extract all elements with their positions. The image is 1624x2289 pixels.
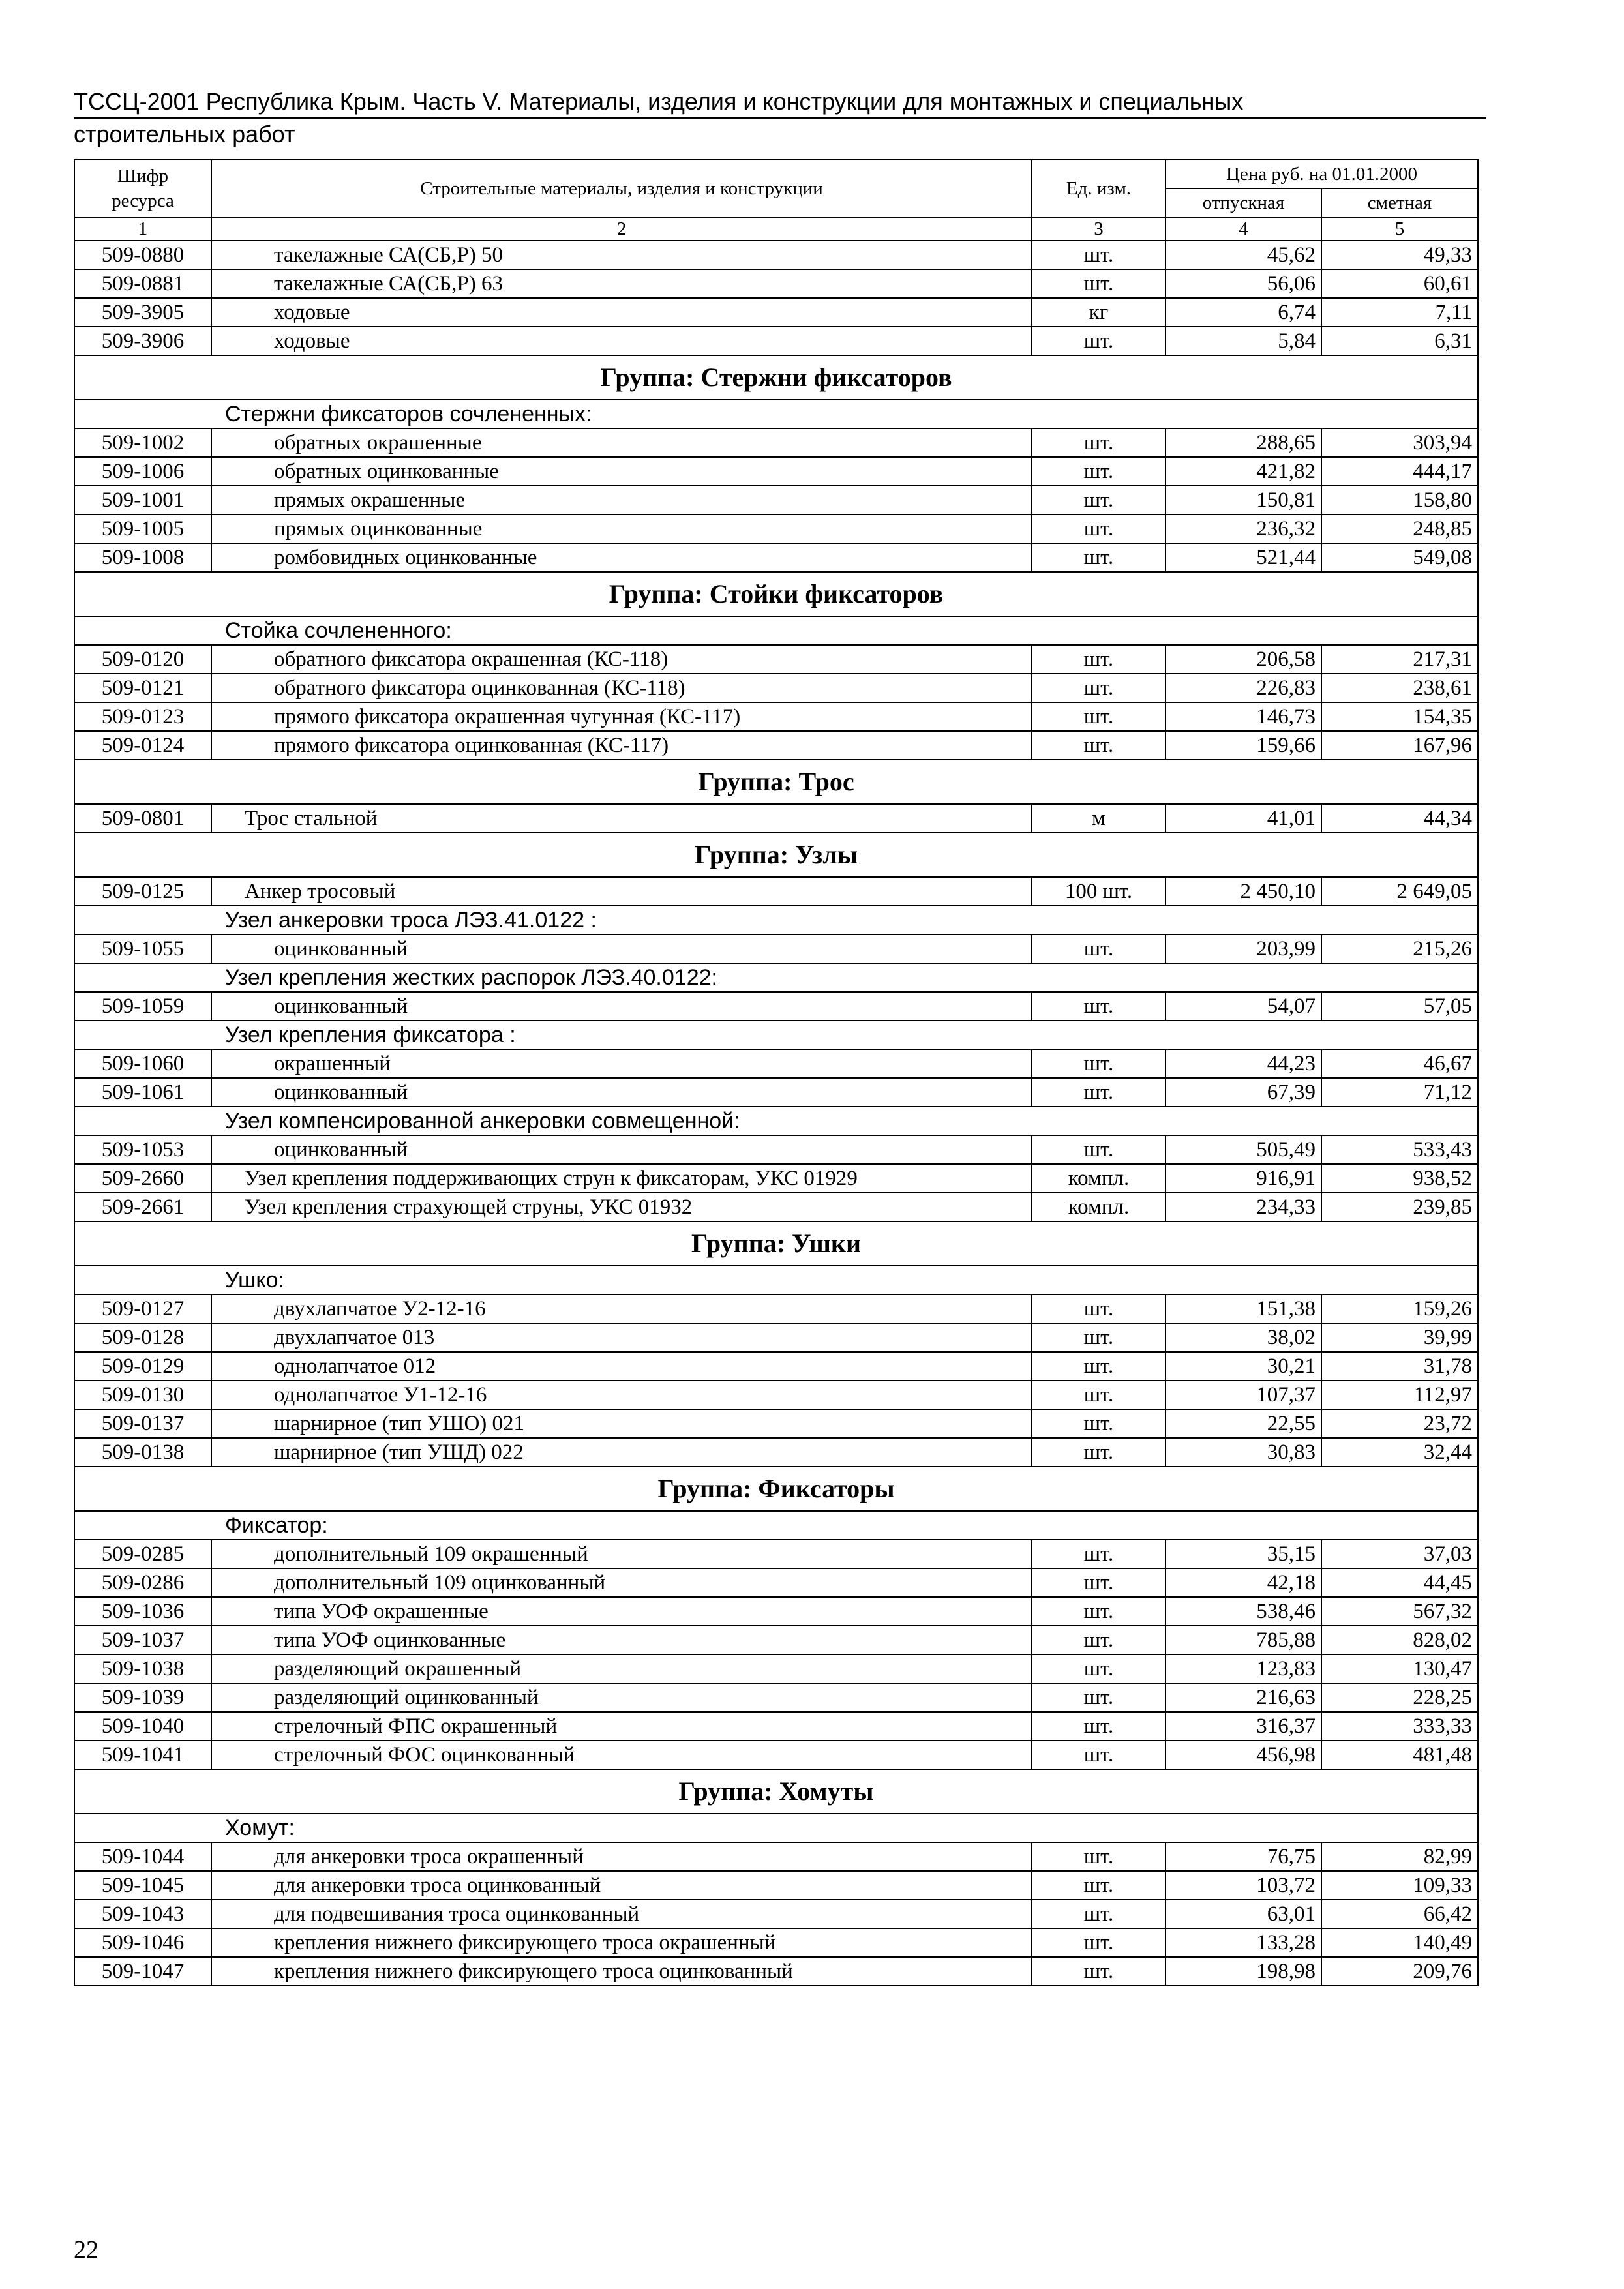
estimate-price: 248,85 bbox=[1321, 515, 1478, 543]
material-name: оцинкованный bbox=[211, 935, 1032, 963]
table-row bbox=[74, 804, 1478, 833]
table-row bbox=[74, 1294, 1478, 1323]
resource-code: 509-1036 bbox=[74, 1597, 211, 1626]
unit: шт. bbox=[1032, 1568, 1165, 1597]
estimate-price: 167,96 bbox=[1321, 731, 1478, 760]
estimate-price: 39,99 bbox=[1321, 1323, 1478, 1352]
table-row bbox=[74, 877, 1478, 906]
table-row bbox=[74, 515, 1478, 543]
unit: компл. bbox=[1032, 1193, 1165, 1221]
subgroup-row bbox=[74, 1266, 1478, 1294]
release-price: 30,83 bbox=[1165, 1438, 1321, 1467]
estimate-price: 533,43 bbox=[1321, 1135, 1478, 1164]
table-row bbox=[74, 1323, 1478, 1352]
estimate-price: 938,52 bbox=[1321, 1164, 1478, 1193]
subgroup-row bbox=[74, 400, 1478, 428]
subgroup-title: Узел анкеровки троса ЛЭЗ.41.0122 : bbox=[74, 906, 1478, 935]
estimate-price: 60,61 bbox=[1321, 269, 1478, 298]
table-row bbox=[74, 1928, 1478, 1957]
release-price: 206,58 bbox=[1165, 645, 1321, 674]
material-name: ходовые bbox=[211, 298, 1032, 327]
unit: шт. bbox=[1032, 1540, 1165, 1568]
estimate-price: 46,67 bbox=[1321, 1049, 1478, 1078]
material-name: прямого фиксатора оцинкованная (КС-117) bbox=[211, 731, 1032, 760]
resource-code: 509-1047 bbox=[74, 1957, 211, 1986]
resource-code: 509-0801 bbox=[74, 804, 211, 833]
release-price: 216,63 bbox=[1165, 1683, 1321, 1712]
resource-code: 509-1044 bbox=[74, 1842, 211, 1871]
material-name: оцинкованный bbox=[211, 1078, 1032, 1107]
material-name: такелажные СА(СБ,Р) 50 bbox=[211, 241, 1032, 269]
group-header-row bbox=[74, 833, 1478, 877]
estimate-price: 158,80 bbox=[1321, 486, 1478, 515]
col-name-header: Строительные материалы, изделия и конструкции bbox=[211, 160, 1032, 217]
col-unit-header: Ед. изм. bbox=[1032, 160, 1165, 217]
estimate-price: 71,12 bbox=[1321, 1078, 1478, 1107]
subgroup-title: Узел крепления жестких распорок ЛЭЗ.40.0122: bbox=[74, 963, 1478, 992]
material-name: стрелочный ФПС окрашенный bbox=[211, 1712, 1032, 1741]
table-row bbox=[74, 457, 1478, 486]
table-header bbox=[74, 160, 1478, 241]
col-num-2: 2 bbox=[211, 217, 1032, 241]
estimate-price: 444,17 bbox=[1321, 457, 1478, 486]
table-row bbox=[74, 1352, 1478, 1381]
unit: шт. bbox=[1032, 1352, 1165, 1381]
release-price: 159,66 bbox=[1165, 731, 1321, 760]
unit: шт. bbox=[1032, 1294, 1165, 1323]
material-name: для анкеровки троса оцинкованный bbox=[211, 1871, 1032, 1900]
unit: шт. bbox=[1032, 1842, 1165, 1871]
subgroup-row bbox=[74, 1814, 1478, 1842]
release-price: 2 450,10 bbox=[1165, 877, 1321, 906]
material-name: однолапчатое 012 bbox=[211, 1352, 1032, 1381]
group-title: Группа: Хомуты bbox=[74, 1769, 1478, 1814]
resource-code: 509-3905 bbox=[74, 298, 211, 327]
material-name: для анкеровки троса окрашенный bbox=[211, 1842, 1032, 1871]
table-row bbox=[74, 543, 1478, 572]
estimate-price: 481,48 bbox=[1321, 1741, 1478, 1769]
table-row bbox=[74, 327, 1478, 355]
resource-code: 509-0125 bbox=[74, 877, 211, 906]
estimate-price: 32,44 bbox=[1321, 1438, 1478, 1467]
unit: шт. bbox=[1032, 269, 1165, 298]
table-row bbox=[74, 1741, 1478, 1769]
estimate-price: 567,32 bbox=[1321, 1597, 1478, 1626]
unit: шт. bbox=[1032, 457, 1165, 486]
subgroup-row bbox=[74, 906, 1478, 935]
resource-code: 509-1002 bbox=[74, 428, 211, 457]
estimate-price: 215,26 bbox=[1321, 935, 1478, 963]
subgroup-title: Ушко: bbox=[74, 1266, 1478, 1294]
release-price: 203,99 bbox=[1165, 935, 1321, 963]
material-name: Узел крепления поддерживающих струн к фиксаторам, УКС 01929 bbox=[211, 1164, 1032, 1193]
release-price: 56,06 bbox=[1165, 269, 1321, 298]
release-price: 150,81 bbox=[1165, 486, 1321, 515]
unit: компл. bbox=[1032, 1164, 1165, 1193]
material-name: двухлапчатое 013 bbox=[211, 1323, 1032, 1352]
unit: шт. bbox=[1032, 702, 1165, 731]
resource-code: 509-1005 bbox=[74, 515, 211, 543]
material-name: оцинкованный bbox=[211, 992, 1032, 1021]
group-header-row bbox=[74, 572, 1478, 616]
table-row bbox=[74, 1683, 1478, 1712]
unit: шт. bbox=[1032, 1597, 1165, 1626]
subgroup-row bbox=[74, 1107, 1478, 1135]
unit: шт. bbox=[1032, 674, 1165, 702]
material-name: для подвешивания троса оцинкованный bbox=[211, 1900, 1032, 1928]
subgroup-row bbox=[74, 963, 1478, 992]
table-row bbox=[74, 428, 1478, 457]
resource-code: 509-0137 bbox=[74, 1409, 211, 1438]
resource-code: 509-1043 bbox=[74, 1900, 211, 1928]
release-price: 103,72 bbox=[1165, 1871, 1321, 1900]
page-number: 22 bbox=[74, 2236, 98, 2264]
material-name: ходовые bbox=[211, 327, 1032, 355]
subgroup-row bbox=[74, 1511, 1478, 1540]
release-price: 67,39 bbox=[1165, 1078, 1321, 1107]
material-name: разделяющий оцинкованный bbox=[211, 1683, 1032, 1712]
release-price: 5,84 bbox=[1165, 327, 1321, 355]
release-price: 234,33 bbox=[1165, 1193, 1321, 1221]
release-price: 54,07 bbox=[1165, 992, 1321, 1021]
material-name: ромбовидных оцинкованные bbox=[211, 543, 1032, 572]
table-row bbox=[74, 1164, 1478, 1193]
release-price: 226,83 bbox=[1165, 674, 1321, 702]
estimate-price: 6,31 bbox=[1321, 327, 1478, 355]
estimate-price: 228,25 bbox=[1321, 1683, 1478, 1712]
material-name: двухлапчатое У2-12-16 bbox=[211, 1294, 1032, 1323]
resource-code: 509-1055 bbox=[74, 935, 211, 963]
material-name: обратных оцинкованные bbox=[211, 457, 1032, 486]
unit: шт. bbox=[1032, 1928, 1165, 1957]
resource-code: 509-1040 bbox=[74, 1712, 211, 1741]
resource-code: 509-2661 bbox=[74, 1193, 211, 1221]
group-title: Группа: Трос bbox=[74, 760, 1478, 804]
subgroup-title: Стержни фиксаторов сочлененных: bbox=[74, 400, 1478, 428]
unit: шт. bbox=[1032, 992, 1165, 1021]
unit: шт. bbox=[1032, 1049, 1165, 1078]
table-row bbox=[74, 1078, 1478, 1107]
release-price: 123,83 bbox=[1165, 1654, 1321, 1683]
resource-code: 509-1037 bbox=[74, 1626, 211, 1654]
group-header-row bbox=[74, 355, 1478, 400]
resource-code: 509-0127 bbox=[74, 1294, 211, 1323]
unit: шт. bbox=[1032, 731, 1165, 760]
unit: кг bbox=[1032, 298, 1165, 327]
table-row bbox=[74, 674, 1478, 702]
material-name: дополнительный 109 окрашенный bbox=[211, 1540, 1032, 1568]
table-row bbox=[74, 1438, 1478, 1467]
group-title: Группа: Ушки bbox=[74, 1221, 1478, 1266]
estimate-price: 57,05 bbox=[1321, 992, 1478, 1021]
column-numbers-row bbox=[74, 217, 1478, 241]
header-title-line2: строительных работ bbox=[74, 121, 295, 147]
table-row bbox=[74, 1049, 1478, 1078]
estimate-price: 549,08 bbox=[1321, 543, 1478, 572]
table-row bbox=[74, 731, 1478, 760]
estimate-price: 49,33 bbox=[1321, 241, 1478, 269]
resource-code: 509-1045 bbox=[74, 1871, 211, 1900]
release-price: 45,62 bbox=[1165, 241, 1321, 269]
group-header-row bbox=[74, 1467, 1478, 1511]
table-row bbox=[74, 935, 1478, 963]
table-row bbox=[74, 645, 1478, 674]
release-price: 421,82 bbox=[1165, 457, 1321, 486]
unit: шт. bbox=[1032, 543, 1165, 572]
table-row bbox=[74, 486, 1478, 515]
resource-code: 509-0129 bbox=[74, 1352, 211, 1381]
table-row bbox=[74, 992, 1478, 1021]
unit: шт. bbox=[1032, 327, 1165, 355]
resource-code: 509-0124 bbox=[74, 731, 211, 760]
material-name: крепления нижнего фиксирующего троса окрашенный bbox=[211, 1928, 1032, 1957]
material-name: типа УОФ оцинкованные bbox=[211, 1626, 1032, 1654]
estimate-price: 2 649,05 bbox=[1321, 877, 1478, 906]
unit: м bbox=[1032, 804, 1165, 833]
release-price: 107,37 bbox=[1165, 1381, 1321, 1409]
estimate-price: 7,11 bbox=[1321, 298, 1478, 327]
table-row bbox=[74, 1654, 1478, 1683]
release-price: 35,15 bbox=[1165, 1540, 1321, 1568]
col-price-header: Цена руб. на 01.01.2000 bbox=[1165, 160, 1478, 188]
release-price: 44,23 bbox=[1165, 1049, 1321, 1078]
unit: 100 шт. bbox=[1032, 877, 1165, 906]
release-price: 456,98 bbox=[1165, 1741, 1321, 1769]
release-price: 22,55 bbox=[1165, 1409, 1321, 1438]
resource-code: 509-0880 bbox=[74, 241, 211, 269]
table-body bbox=[74, 241, 1478, 1986]
release-price: 38,02 bbox=[1165, 1323, 1321, 1352]
estimate-price: 82,99 bbox=[1321, 1842, 1478, 1871]
resource-code: 509-0881 bbox=[74, 269, 211, 298]
material-name: прямых окрашенные bbox=[211, 486, 1032, 515]
release-price: 288,65 bbox=[1165, 428, 1321, 457]
release-price: 916,91 bbox=[1165, 1164, 1321, 1193]
unit: шт. bbox=[1032, 1871, 1165, 1900]
release-price: 316,37 bbox=[1165, 1712, 1321, 1741]
resource-code: 509-0121 bbox=[74, 674, 211, 702]
resource-code: 509-1041 bbox=[74, 1741, 211, 1769]
estimate-price: 828,02 bbox=[1321, 1626, 1478, 1654]
resource-code: 509-0285 bbox=[74, 1540, 211, 1568]
resource-code: 509-1038 bbox=[74, 1654, 211, 1683]
table-row bbox=[74, 702, 1478, 731]
unit: шт. bbox=[1032, 1323, 1165, 1352]
material-name: стрелочный ФОС оцинкованный bbox=[211, 1741, 1032, 1769]
col-estimate-header: сметная bbox=[1321, 188, 1478, 217]
table-row bbox=[74, 1193, 1478, 1221]
table-row bbox=[74, 1957, 1478, 1986]
unit: шт. bbox=[1032, 1712, 1165, 1741]
unit: шт. bbox=[1032, 1409, 1165, 1438]
estimate-price: 44,45 bbox=[1321, 1568, 1478, 1597]
resource-code: 509-1059 bbox=[74, 992, 211, 1021]
unit: шт. bbox=[1032, 1381, 1165, 1409]
release-price: 30,21 bbox=[1165, 1352, 1321, 1381]
unit: шт. bbox=[1032, 1654, 1165, 1683]
group-header-row bbox=[74, 1221, 1478, 1266]
table-row bbox=[74, 1597, 1478, 1626]
table-row bbox=[74, 1540, 1478, 1568]
material-name: такелажные СА(СБ,Р) 63 bbox=[211, 269, 1032, 298]
estimate-price: 112,97 bbox=[1321, 1381, 1478, 1409]
resource-code: 509-1046 bbox=[74, 1928, 211, 1957]
header-title-line1: ТССЦ-2001 Республика Крым. Часть V. Материалы, изделия и конструкции для монтажных и специальных bbox=[74, 86, 1486, 119]
unit: шт. bbox=[1032, 1683, 1165, 1712]
estimate-price: 44,34 bbox=[1321, 804, 1478, 833]
material-name: шарнирное (тип УШО) 021 bbox=[211, 1409, 1032, 1438]
subgroup-title: Узел крепления фиксатора : bbox=[74, 1021, 1478, 1049]
col-num-3: 3 bbox=[1032, 217, 1165, 241]
resource-code: 509-0120 bbox=[74, 645, 211, 674]
resource-code: 509-1061 bbox=[74, 1078, 211, 1107]
estimate-price: 238,61 bbox=[1321, 674, 1478, 702]
resource-code: 509-1008 bbox=[74, 543, 211, 572]
release-price: 521,44 bbox=[1165, 543, 1321, 572]
resource-code: 509-0138 bbox=[74, 1438, 211, 1467]
release-price: 76,75 bbox=[1165, 1842, 1321, 1871]
table-row bbox=[74, 1135, 1478, 1164]
col-num-1: 1 bbox=[74, 217, 211, 241]
unit: шт. bbox=[1032, 428, 1165, 457]
release-price: 42,18 bbox=[1165, 1568, 1321, 1597]
estimate-price: 154,35 bbox=[1321, 702, 1478, 731]
table-row bbox=[74, 1842, 1478, 1871]
estimate-price: 303,94 bbox=[1321, 428, 1478, 457]
table-row bbox=[74, 1626, 1478, 1654]
table-row bbox=[74, 1381, 1478, 1409]
estimate-price: 217,31 bbox=[1321, 645, 1478, 674]
table-row bbox=[74, 1409, 1478, 1438]
unit: шт. bbox=[1032, 645, 1165, 674]
subgroup-title: Хомут: bbox=[74, 1814, 1478, 1842]
unit: шт. bbox=[1032, 486, 1165, 515]
table-row bbox=[74, 1900, 1478, 1928]
material-name: крепления нижнего фиксирующего троса оцинкованный bbox=[211, 1957, 1032, 1986]
unit: шт. bbox=[1032, 1438, 1165, 1467]
estimate-price: 23,72 bbox=[1321, 1409, 1478, 1438]
estimate-price: 109,33 bbox=[1321, 1871, 1478, 1900]
resource-code: 509-1039 bbox=[74, 1683, 211, 1712]
col-release-header: отпускная bbox=[1165, 188, 1321, 217]
group-title: Группа: Фиксаторы bbox=[74, 1467, 1478, 1511]
material-name: обратного фиксатора окрашенная (КС-118) bbox=[211, 645, 1032, 674]
resource-code: 509-1006 bbox=[74, 457, 211, 486]
group-title: Группа: Стержни фиксаторов bbox=[74, 355, 1478, 400]
material-name: Узел крепления страхующей струны, УКС 01932 bbox=[211, 1193, 1032, 1221]
resource-code: 509-1060 bbox=[74, 1049, 211, 1078]
table-row bbox=[74, 1568, 1478, 1597]
group-header-row bbox=[74, 1769, 1478, 1814]
material-name: типа УОФ окрашенные bbox=[211, 1597, 1032, 1626]
material-name: разделяющий окрашенный bbox=[211, 1654, 1032, 1683]
group-header-row bbox=[74, 760, 1478, 804]
material-name: прямых оцинкованные bbox=[211, 515, 1032, 543]
unit: шт. bbox=[1032, 1626, 1165, 1654]
material-name: дополнительный 109 оцинкованный bbox=[211, 1568, 1032, 1597]
release-price: 505,49 bbox=[1165, 1135, 1321, 1164]
estimate-price: 37,03 bbox=[1321, 1540, 1478, 1568]
subgroup-title: Узел компенсированной анкеровки совмещенной: bbox=[74, 1107, 1478, 1135]
estimate-price: 159,26 bbox=[1321, 1294, 1478, 1323]
subgroup-row bbox=[74, 1021, 1478, 1049]
release-price: 63,01 bbox=[1165, 1900, 1321, 1928]
resource-code: 509-1053 bbox=[74, 1135, 211, 1164]
release-price: 538,46 bbox=[1165, 1597, 1321, 1626]
subgroup-title: Стойка сочлененного: bbox=[74, 616, 1478, 645]
unit: шт. bbox=[1032, 1957, 1165, 1986]
col-num-4: 4 bbox=[1165, 217, 1321, 241]
resource-code: 509-0286 bbox=[74, 1568, 211, 1597]
material-name: однолапчатое У1-12-16 bbox=[211, 1381, 1032, 1409]
release-price: 41,01 bbox=[1165, 804, 1321, 833]
release-price: 146,73 bbox=[1165, 702, 1321, 731]
group-title: Группа: Стойки фиксаторов bbox=[74, 572, 1478, 616]
table-row bbox=[74, 1871, 1478, 1900]
release-price: 236,32 bbox=[1165, 515, 1321, 543]
subgroup-title: Фиксатор: bbox=[74, 1511, 1478, 1540]
material-name: обратного фиксатора оцинкованная (КС-118) bbox=[211, 674, 1032, 702]
resource-code: 509-0130 bbox=[74, 1381, 211, 1409]
release-price: 151,38 bbox=[1165, 1294, 1321, 1323]
group-title: Группа: Узлы bbox=[74, 833, 1478, 877]
price-table bbox=[74, 159, 1479, 1986]
col-num-5: 5 bbox=[1321, 217, 1478, 241]
estimate-price: 209,76 bbox=[1321, 1957, 1478, 1986]
resource-code: 509-3906 bbox=[74, 327, 211, 355]
resource-code: 509-0123 bbox=[74, 702, 211, 731]
release-price: 6,74 bbox=[1165, 298, 1321, 327]
unit: шт. bbox=[1032, 1900, 1165, 1928]
material-name: Анкер тросовый bbox=[211, 877, 1032, 906]
release-price: 133,28 bbox=[1165, 1928, 1321, 1957]
unit: шт. bbox=[1032, 935, 1165, 963]
estimate-price: 239,85 bbox=[1321, 1193, 1478, 1221]
estimate-price: 140,49 bbox=[1321, 1928, 1478, 1957]
table-row bbox=[74, 269, 1478, 298]
unit: шт. bbox=[1032, 1135, 1165, 1164]
table-row bbox=[74, 298, 1478, 327]
material-name: Трос стальной bbox=[211, 804, 1032, 833]
estimate-price: 31,78 bbox=[1321, 1352, 1478, 1381]
material-name: прямого фиксатора окрашенная чугунная (КС-117) bbox=[211, 702, 1032, 731]
material-name: окрашенный bbox=[211, 1049, 1032, 1078]
resource-code: 509-2660 bbox=[74, 1164, 211, 1193]
subgroup-row bbox=[74, 616, 1478, 645]
release-price: 198,98 bbox=[1165, 1957, 1321, 1986]
unit: шт. bbox=[1032, 241, 1165, 269]
material-name: оцинкованный bbox=[211, 1135, 1032, 1164]
resource-code: 509-0128 bbox=[74, 1323, 211, 1352]
estimate-price: 66,42 bbox=[1321, 1900, 1478, 1928]
unit: шт. bbox=[1032, 1741, 1165, 1769]
material-name: обратных окрашенные bbox=[211, 428, 1032, 457]
unit: шт. bbox=[1032, 515, 1165, 543]
document-header bbox=[74, 86, 1486, 150]
estimate-price: 130,47 bbox=[1321, 1654, 1478, 1683]
table-row bbox=[74, 1712, 1478, 1741]
col-code-header: Шифр ресурса bbox=[74, 160, 211, 217]
material-name: шарнирное (тип УШД) 022 bbox=[211, 1438, 1032, 1467]
estimate-price: 333,33 bbox=[1321, 1712, 1478, 1741]
resource-code: 509-1001 bbox=[74, 486, 211, 515]
unit: шт. bbox=[1032, 1078, 1165, 1107]
table-row bbox=[74, 241, 1478, 269]
release-price: 785,88 bbox=[1165, 1626, 1321, 1654]
